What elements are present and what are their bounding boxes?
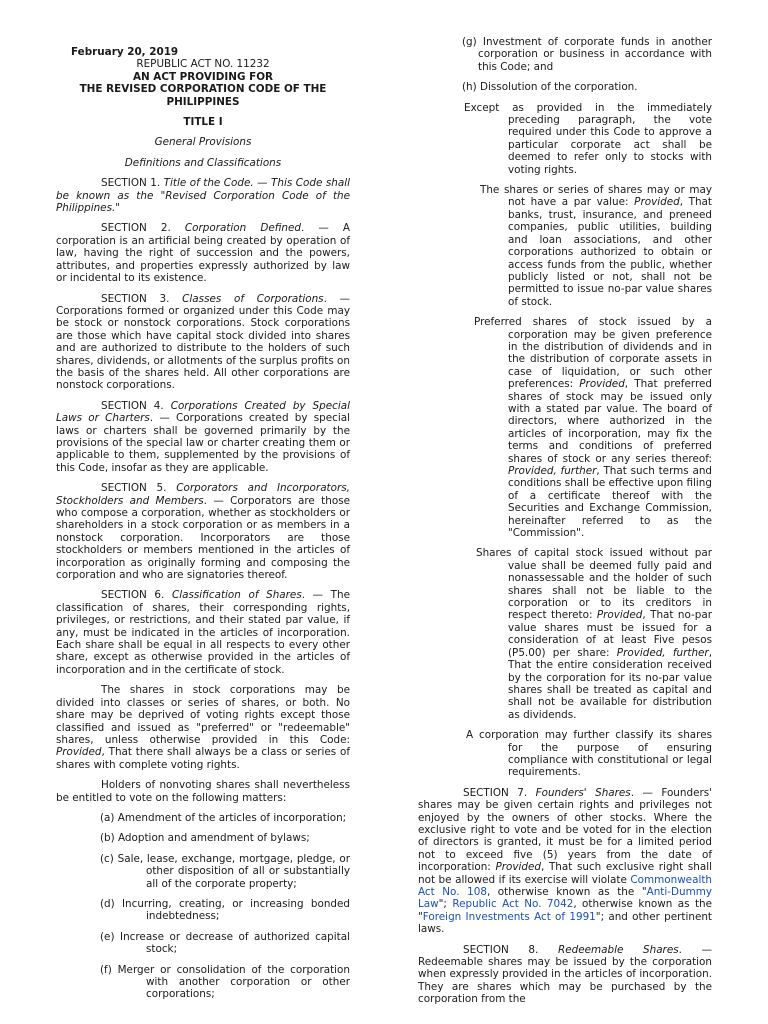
document-date: February 20, 2019 [71, 46, 179, 58]
link-commonwealth-act-108[interactable]: Commonwealth Act No. 108 [418, 873, 712, 898]
section-7-text-e: , otherwise known as the " [418, 898, 712, 923]
par-value-paragraph [418, 184, 712, 308]
section-2-text: . — A corporation is an artificial being created by operation of law, having the right of succession and the powers, attributes, and properties expressly authorized by law or incidental to its existence. [56, 222, 350, 285]
no-par-text-c: , That the entire consideration received by the corporation for its no-par value shares shall be treated as capital and shall not be available for distribution as dividends. [508, 646, 713, 721]
section-6-text: . — The classification of shares, their corresponding rights, privileges, or restrictions, and their stated par value, if any, must be indicated in the articles of incorporation. Each share shall be equal in all respects to every other share, except as otherwise provided in the articles of incorporation and in the certificate of stock. [56, 589, 350, 676]
list-item-f: (f) Merger or consolidation of the corporation with another corporation or other corporations; [100, 963, 350, 1001]
par-value-text-b: , That banks, trust, insurance, and preneed companies, public utilities, building and loan associations, and other corporations authorized to obtain or access funds from the public, whether publicly listed or not, shall not be permitted to issue no-par value shares of stock. [508, 196, 712, 308]
list-item-a: (a) Amendment of the articles of incorporation; [100, 811, 347, 824]
preferred-proviso: Provided [579, 378, 625, 391]
nonvoting-holders-paragraph: Holders of nonvoting shares shall nevertheless be entitled to vote on the following matters: [56, 779, 350, 804]
section-7-text-c: , otherwise known as the " [486, 886, 647, 898]
shares-classes-paragraph [56, 684, 350, 771]
section-5-title: Corporators and Incorporators, Stockholders and Members [56, 482, 350, 507]
section-5-text: . — Corporators are those who compose a corporation, whether as stockholders or shareholders in a stock corporation or as members in a nonstock corporation. Incorporators are those stockholders or members mentioned in the articles of incorporation as originally forming and composing the corporation and who are signatories thereof. [56, 494, 350, 582]
section-8-lead: SECTION 8. [463, 943, 558, 956]
act-title-line-2: THE REVISED CORPORATION CODE OF THE PHILIPPINES [79, 83, 327, 108]
no-par-text-a: Shares of capital stock issued without par value shall be deemed fully paid and nonassessable and the holder of such shares shall not be liable to the corporation or to its creditors in respect thereto: [476, 547, 712, 622]
section-7-proviso: Provided [495, 861, 541, 874]
section-3-text: . — Corporations formed or organized under this Code may be stock or nonstock corporations. Stock corporations are those which have capital stock divided into shares and are authorized to distribute to the holders of such shares, dividends, or allotments of the surplus profits on the basis of the shares held. All other corporations are nonstock corporations. [56, 292, 350, 392]
preferred-text-a: Preferred shares of stock issued by a corporation may be given preference in the distribution of dividends and in the distribution of corporate assets in case of liquidation, or such other preferences: [474, 316, 712, 391]
title-subsubtitle: Definitions and Classifications [124, 156, 282, 169]
section-6 [56, 589, 350, 676]
par-value-proviso: Provided [634, 196, 680, 209]
no-par-shares-paragraph [418, 547, 712, 721]
section-3-title: Classes of Corporations [182, 292, 324, 305]
preferred-proviso-further: Provided, further [508, 465, 597, 477]
list-item-h: (h) Dissolution of the corporation. [462, 81, 638, 94]
further-classify-paragraph: A corporation may further classify its shares for the purpose of ensuring compliance with constitutional or legal requirements. [466, 729, 712, 779]
section-1-lead: SECTION 1. [101, 177, 164, 190]
except-paragraph: Except as provided in the immediately preceding paragraph, the vote required under this Code to approve a particular corporate act shall be deemed to refer only to stocks with voting rights. [464, 101, 712, 176]
act-title-line-1: AN ACT PROVIDING FOR [132, 70, 274, 83]
link-republic-act-7042[interactable]: Republic Act No. 7042 [452, 898, 574, 911]
section-5 [56, 482, 350, 581]
link-anti-dummy-law[interactable]: Anti-Dummy Law [418, 886, 712, 911]
section-3 [56, 293, 350, 392]
section-8-title: Redeemable Shares [558, 943, 679, 956]
par-value-text-a: The shares or series of shares may or may not have a par value: [480, 184, 712, 209]
section-2-lead: SECTION 2. [101, 222, 185, 235]
section-5-lead: SECTION 5. [101, 482, 177, 495]
list-item-d: (d) Incurring, creating, or increasing bonded indebtedness; [100, 897, 350, 923]
right-column [418, 36, 712, 1014]
no-par-text-b: , That no-par value shares must be issued for a consideration of at least Five pesos (P5.00) per share: [508, 609, 713, 659]
section-6-lead: SECTION 6. [101, 589, 172, 602]
section-1-text: Title of the Code. — This Code shall be known as the "Revised Corporation Code of the Philippines." [56, 177, 350, 215]
section-2 [56, 222, 350, 284]
section-8 [418, 944, 712, 1006]
preferred-text-c: , That such terms and conditions shall be effective upon filing of a certificate thereof with the Securities and Exchange Commission, hereinafter referred to as the "Commission". [508, 465, 712, 540]
section-7-text-f: "; and other pertinent laws. [418, 910, 712, 936]
preferred-text-b: , That preferred shares of stock may be issued only with a stated par value. The board of directors, where authorized in the articles of incorporation, may fix the terms and conditions of preferred shares of stock or any series thereof: [508, 378, 712, 465]
section-4-lead: SECTION 4. [101, 399, 171, 412]
section-1 [56, 177, 350, 214]
shares-classes-text-b: , That there shall always be a class or series of shares with complete voting rights. [56, 746, 350, 771]
preferred-shares-paragraph [418, 316, 712, 539]
section-2-title: Corporation Defined [184, 222, 301, 235]
section-7-title: Founders' Shares [535, 786, 631, 799]
left-column [56, 46, 350, 1009]
section-3-lead: SECTION 3. [101, 292, 183, 305]
section-4 [56, 400, 350, 474]
list-item-b: (b) Adoption and amendment of bylaws; [100, 832, 310, 845]
section-7-text-b: , That such exclusive right shall not be allowed if its exercise will violate [418, 861, 712, 886]
list-item-g: (g) Investment of corporate funds in another corporation or business in accordance with this Code; and [462, 36, 712, 73]
title-subtitle: General Provisions [154, 136, 252, 149]
section-4-text: . — Corporations created by special laws or charters shall be governed primarily by the provisions of the special law or charter creating them or applicable to them, supplemented by the provisions of this Code, insofar as they are applicable. [56, 412, 350, 474]
title-number: TITLE I [183, 116, 223, 129]
section-6-title: Classification of Shares [171, 589, 302, 602]
section-8-text: . — Redeemable shares may be issued by the corporation when expressly provided in the articles of incorporation. They are shares which may be purchased by the corporation from the [418, 943, 712, 1006]
section-7 [418, 787, 712, 936]
link-foreign-investments-act[interactable]: Foreign Investments Act of 1991 [422, 910, 596, 923]
shares-classes-proviso: Provided [56, 746, 102, 759]
list-item-c: (c) Sale, lease, exchange, mortgage, pledge, or other disposition of all or substantially all of the corporate property; [100, 852, 350, 890]
list-item-e: (e) Increase or decrease of authorized capital stock; [100, 930, 350, 956]
no-par-proviso-further: Provided, further [616, 646, 709, 659]
shares-classes-text-a: The shares in stock corporations may be divided into classes or series of shares, or both. No share may be deprived of voting rights except those classified and issued as "preferred" or "redeemable" shares, unless otherwise provided in this Code: [56, 684, 350, 746]
section-7-text-d: "; [438, 898, 453, 911]
section-4-title: Corporations Created by Special Laws or Charters [56, 399, 350, 425]
section-7-text-a: . — Founders' shares may be given certain rights and privileges not enjoyed by the owners of other stocks. Where the exclusive right to vote and be voted for in the election of directors is granted, it must be for a limited period not to exceed five (5) years from the date of incorporation: [418, 786, 712, 874]
no-par-proviso: Provided [596, 609, 643, 622]
act-number: REPUBLIC ACT NO. 11232 [136, 58, 270, 71]
section-7-lead: SECTION 7. [463, 786, 536, 799]
